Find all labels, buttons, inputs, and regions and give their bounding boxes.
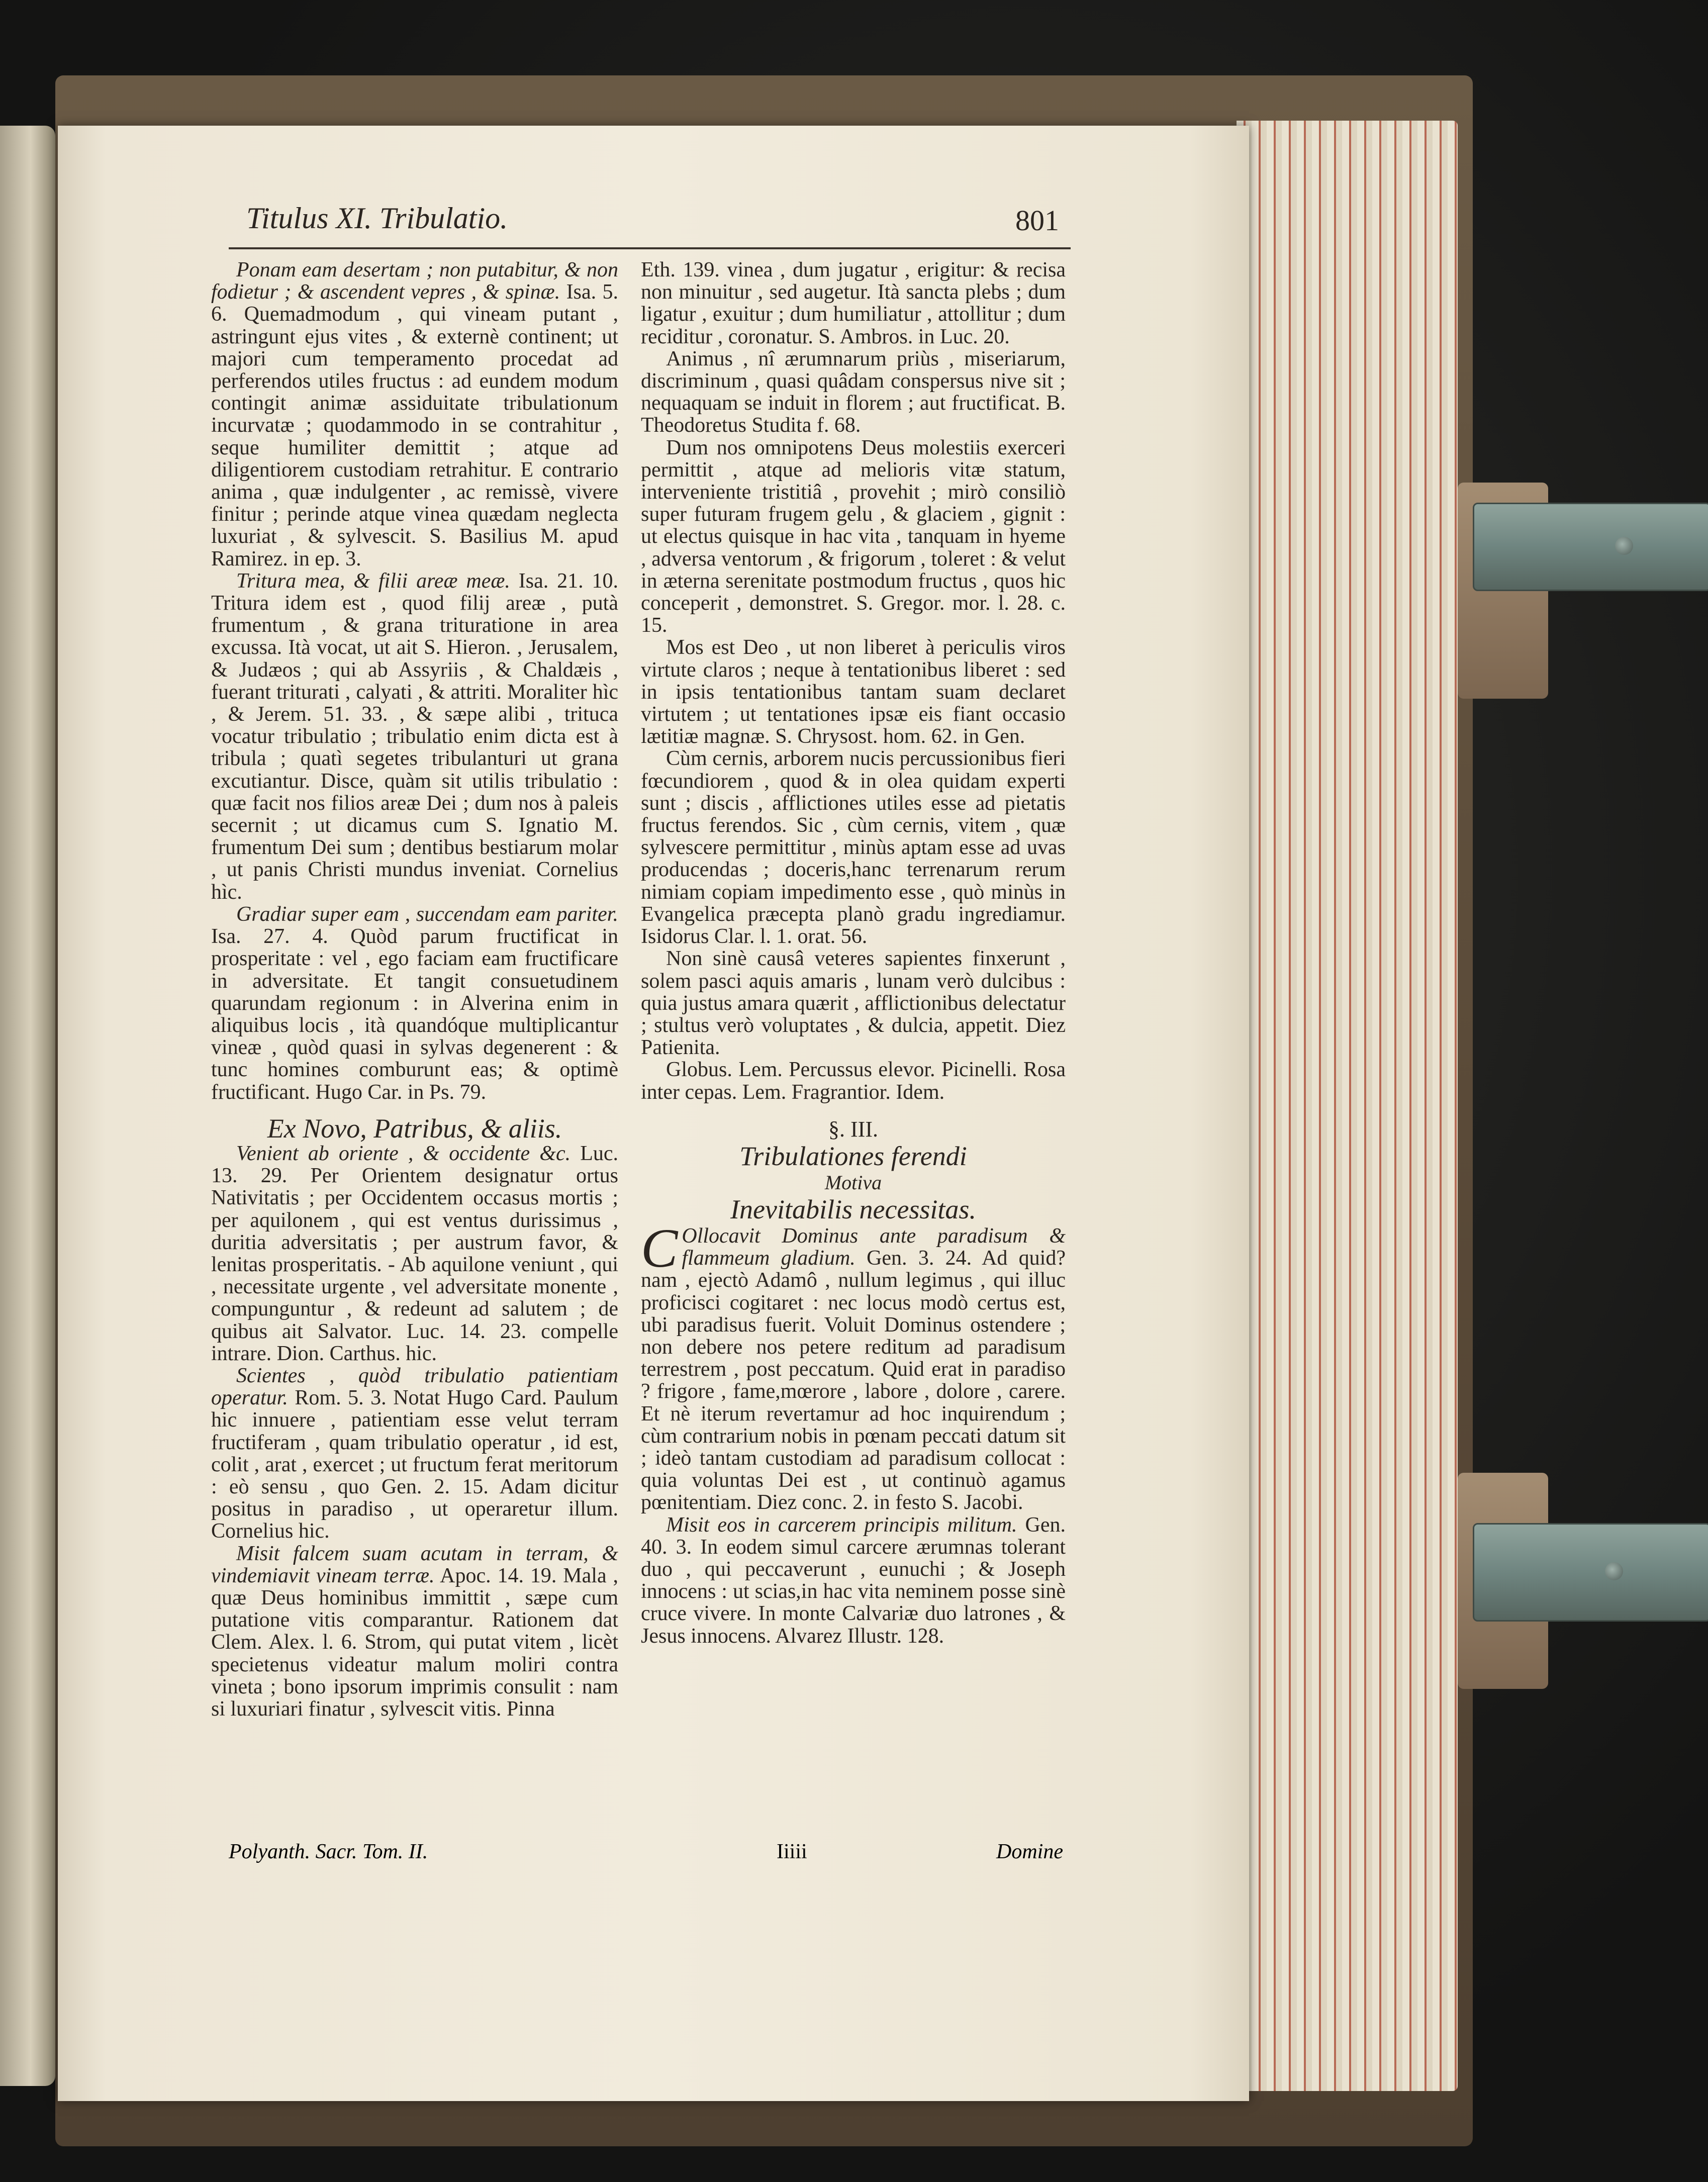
scripture-quote: Misit falcem suam acutam in terram, & vindemiavit vineam terræ. (211, 1542, 618, 1587)
commentary: Animus , nî ærumnarum priùs , miseriarum, discriminum , quasi quâdam conspersus nive sit ; nequaquam se induit in florem ; aut fructificat. B. Theodoretus Studita f. 68. (641, 347, 1066, 437)
subsection-heading: Ex Novo, Patribus, & aliis. (267, 1113, 562, 1144)
page-footer (229, 1840, 1068, 1870)
paragraph (641, 437, 1066, 637)
scripture-quote: Misit eos in carcerem principis militum. (666, 1513, 1017, 1537)
commentary: Cùm cernis, arborem nucis percussionibus fieri fœcundiorem , quod & in olea quidam experti sunt ; discis , afflictiones utiles esse ad pietatis fructus ferendos. Sic , cùm cernis, vitem , quæ sylvescere permittitur , minùs aptam esse ad uvas producendas ; doceris,hanc terrenarum rerum nimiam copiam impedimento esse , quò minùs in Evangelica præcepta planò gradu ingrediamur. Isidorus Clar. l. 1. orat. 56. (641, 747, 1066, 948)
commentary: Globus. Lem. Percussus elevor. Picinelli. Rosa inter cepas. Lem. Fragrantior. Idem. (641, 1058, 1066, 1104)
scripture-quote: Gradiar super eam , succendam eam pariter. (236, 902, 618, 926)
commentary: Eth. 139. vinea , dum jugatur , erigitur: & recisa non minuitur , sed augetur. Ità sancta plebs ; dum ligatur , exuitur ; dum humiliatur , attollitur ; dum reciditur , coronatur. S. Ambros. in Luc. 20. (641, 258, 1066, 348)
commentary: Isa. 21. 10. Tritura idem est , quod filij areæ , putà frumentum , & grana trituratione in area excussa. Ità vocat, ut ait S. Hieron. , Jerusalem, & Judæos ; qui ab Assyriis , & Chaldæis , fuerant triturati , calyati , & attriti. Moraliter hìc , & Jerem. 51. 33. , & sæpe alibi , trituca vocatur tribulatio ; tribulatio enim dicta est à tribula ; quatì segetes tribulanturi ut grana excutiantur. Disce, quàm sit utilis tribulatio : quæ facit nos filios areæ Dei ; dum nos à paleis secernit ; ut dicamus cum S. Ignatio M. frumentum Dei sum ; dentibus bestiarum molar , ut panis Christi mundus inveniat. Cornelius hìc. (211, 569, 618, 904)
scripture-quote: Ollocavit Dominus ante paradisum & flammeum gladium. (682, 1224, 1066, 1270)
paragraph (641, 1514, 1066, 1647)
commentary: Gen. 3. 24. Ad quid? nam , ejectò Adamô , nullum legimus , qui illuc proficisci cogitaret : nec locus modò certus est, ubi paradisus fuerit. Voluit Dominus ostendere ; non debere nos petere reditum ad paradisum terrestrem , post peccatum. Quid erat in paradiso ? frigore , fame,mœrore , labore , dolore , carere. Et nè iterum revertamur ad hoc inquirendum ; cùm contrarium nobis in pœnam peccati datum sit ; ideò tantam custodiam ad paradisum collocat : quia voluntas Dei est , ut continuò agamus pœnitentiam. Diez conc. 2. in festo S. Jacobi. (641, 1247, 1066, 1514)
rivet-icon (1605, 1562, 1623, 1580)
commentary: Gen. 40. 3. In eodem simul carcere ærumnas tolerant duo , qui peccaverunt , eunuchi ; & Joseph innocens : ut scias,in hac vita neminem posse sinè cruce vivere. In monte Calvariæ duo latrones , & Jesus innocens. Alvarez Illustr. 128. (641, 1513, 1066, 1648)
rivet-icon (1615, 537, 1633, 555)
signature-title: Polyanth. Sacr. Tom. II. (229, 1840, 428, 1863)
clasp-upper (1473, 503, 1708, 591)
commentary: Rom. 5. 3. Notat Hugo Card. Paulum hic innuere , patientiam esse velut terram fructiferam , quam tribulatio operatur , id est, colit , arat , exercet ; ut fructum ferat meritorum : eò sensu , quo Gen. 2. 15. Adam dicitur positus in paradiso , ut operaretur illum. Cornelius hic. (211, 1386, 618, 1543)
paragraph (211, 1543, 618, 1721)
header-rule (229, 247, 1071, 249)
paragraph (641, 259, 1066, 348)
paragraph (641, 1217, 1066, 1514)
page-number: 801 (1015, 204, 1059, 237)
section-mark: §. III. (828, 1116, 878, 1142)
section-subtitle: Motiva (824, 1171, 882, 1194)
clasp-lower (1473, 1523, 1708, 1622)
scripture-quote: Tritura mea, & filii areæ meæ. (236, 569, 510, 593)
paragraph (641, 1059, 1066, 1103)
commentary: Apoc. 14. 19. Mala , quæ Deus hominibus immittit , sæpe cum putatione vitis comparantur. Rationem dat Clem. Alex. l. 6. Strom, qui putat vitem , licèt specietenus videatur malum moliri contra vineta ; bono ipsorum imprimis consulit : nam si luxuriari finatur , sylvescit vitis. Pinna (211, 1564, 619, 1721)
facing-page-edge (0, 126, 55, 2086)
right-column (641, 259, 1066, 1647)
commentary: Luc. 13. 29. Per Orientem designatur ortus Nativitatis ; per Occidentem occasus mortis ; per aquilonem , qui est ventus durissimus , duritia adversitatis ; per austrum favor, & lenitas prosperitatis. - Ab aquilone veniunt , qui , necessitate urgente , vel adversitate monente , compunguntur , & redeunt ad salutem ; de quibus ait Salvator. Luc. 14. 23. compelle intrare. Dion. Carthus. hic. (211, 1142, 618, 1365)
paragraph (211, 259, 618, 570)
section-topic: Inevitabilis necessitas. (730, 1194, 976, 1224)
scripture-quote: Scientes , quòd tribulatio patientiam operatur. (211, 1364, 618, 1410)
scripture-quote: Venient ab oriente , & occidente &c. (236, 1142, 571, 1165)
paragraph (211, 1143, 618, 1365)
commentary: Dum nos omnipotens Deus molestiis exerceri permittit , atque ad melioris vitæ statum, interveniente tristitiâ , provehit ; mirò consiliò super futuram frugem gelu , & glaciem , gignit : ut electus quisque in hac vita , tanquam in hyeme , adversa ventorum , & frigorum , toleret : & velut in æterna serenitate postmodum fructus , quos hic conceperit , demonstret. S. Gregor. mor. l. 28. c. 15. (641, 436, 1066, 637)
commentary: Isa. 27. 4. Quòd parum fructificat in prosperitate : vel , ego faciam eam fructificare in adversitate. Et tangit consuetudinem quarundam regionum : in Alverina enim in aliquibus locis , ità quandóque multiplicantur vineæ , quòd quasi in sylvas degenerent : & tunc homines comburunt eas; & optimè fructificant. Hugo Car. in Ps. 79. (211, 925, 618, 1104)
paragraph (641, 947, 1066, 1059)
drop-cap: C (641, 1217, 678, 1279)
paragraph (641, 747, 1066, 947)
commentary: Isa. 5. 6. Quemadmodum , qui vineam putant , astringunt ejus vites , & externè continent; ut majori cum temperamento procedat ad perferendos utiles fructus : ad eundem modum contingit animæ assiduitate tribulationum incurvatæ ; quodammodo in se contrahitur , seque humiliter demittit ; atque ad diligentiorem custodiam retrahitur. E contrario anima , quæ indulgenter , ac remissè, vivere finitur ; perinde atque vinea quædam neglecta luxuriat , & sylvescit. S. Basilius M. apud Ramirez. in ep. 3. (211, 280, 618, 571)
signature-mark: Iiiii (777, 1840, 807, 1863)
paragraph (211, 1365, 618, 1543)
section-title: Tribulationes ferendi (739, 1141, 967, 1171)
paragraph (211, 903, 618, 1103)
running-title: Titulus XI. Tribulatio. (246, 202, 508, 235)
page-stack-edges (1237, 121, 1458, 2091)
paragraph (641, 348, 1066, 437)
catchword: Domine (996, 1840, 1063, 1863)
commentary: Mos est Deo , ut non liberet à periculis viros virtute claros ; neque à tentationibus liberet : sed in ipsis tentationibus tantam suam declaret virtutem ; ut tentationes ipsæ eis fiant occasio lætitiæ magnæ. S. Chrysost. hom. 62. in Gen. (641, 636, 1066, 748)
paragraph (641, 636, 1066, 747)
scripture-quote: Ponam eam desertam ; non putabitur, & non fodietur ; & ascendent vepres , & spinæ. (211, 258, 618, 304)
left-column (211, 259, 618, 1720)
paragraph (211, 570, 618, 903)
commentary: Non sinè causâ veteres sapientes finxerunt , solem pasci aquis amaris , lunam verò dulcibus : quia justus amara quærit , afflictionibus delectatur ; stultus verò voluptates , & dulcia, appetit. Diez Patienita. (641, 947, 1066, 1060)
